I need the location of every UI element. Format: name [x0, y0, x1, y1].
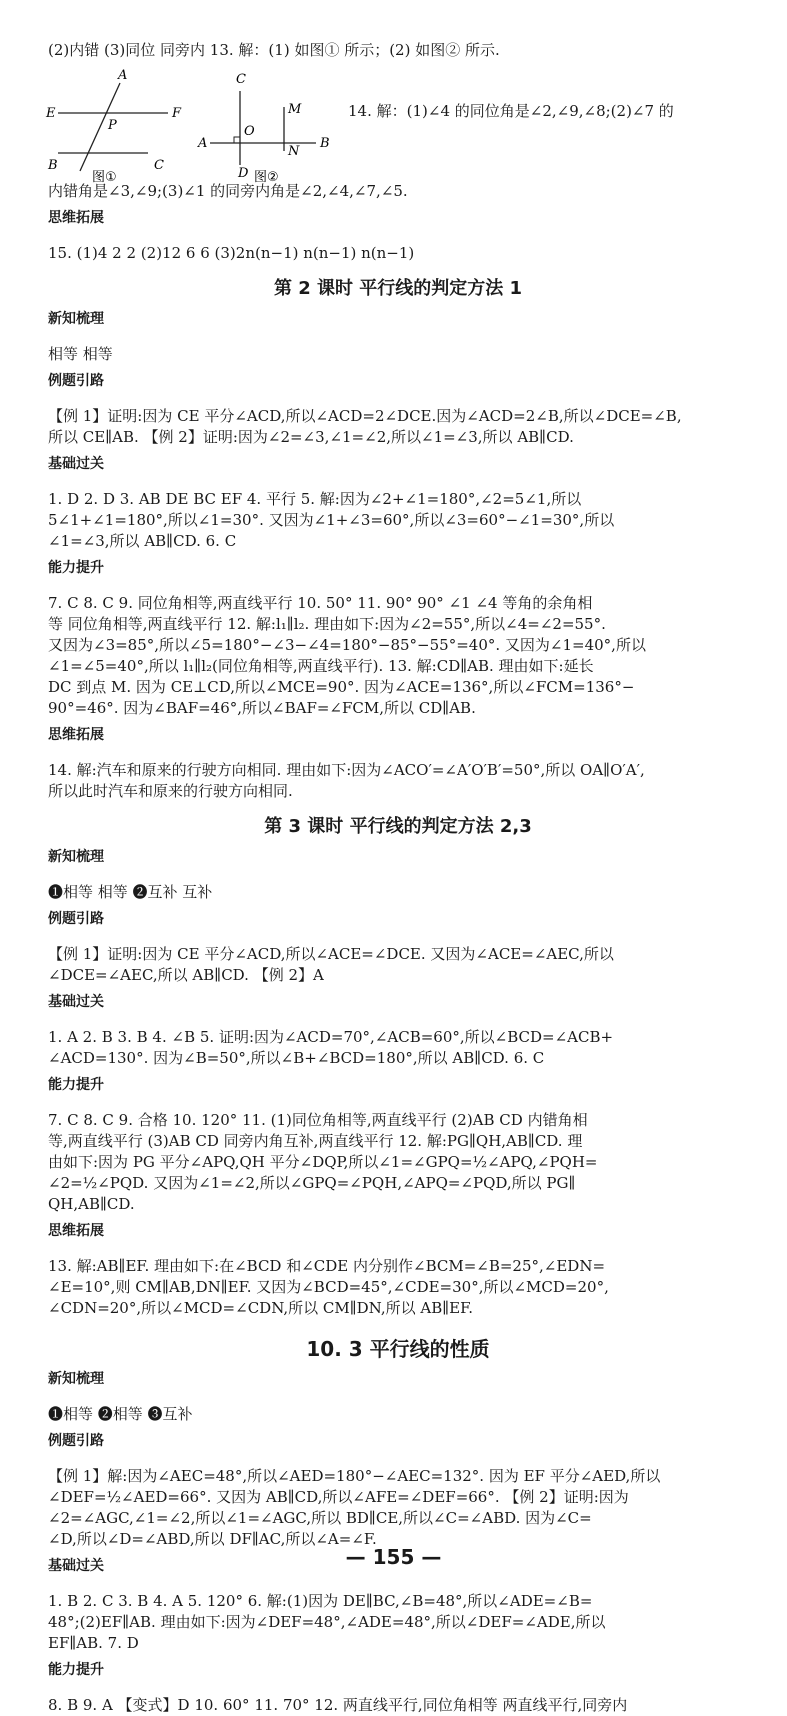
- text-line: ∠DEF=½∠AED=66°. 又因为 AB∥CD,所以∠AFE=∠DEF=66°. 【例 2】证明:因为: [48, 1488, 629, 1506]
- fig1-label-c: C: [154, 158, 164, 173]
- text-line: ∠D,所以∠D=∠ABD,所以 DF∥AC,所以∠A=∠F.: [48, 1530, 377, 1548]
- fig2-label-n: N: [288, 144, 300, 159]
- fig1-label-b: B: [48, 158, 58, 173]
- text-line: 7. C 8. C 9. 同位角相等,两直线平行 10. 50° 11. 90° 90° ∠1 ∠4 等角的余角相: [48, 594, 593, 612]
- fig2-label-c: C: [236, 72, 246, 87]
- text-line: 14. 解:汽车和原来的行驶方向相同. 理由如下:因为∠ACO′=∠A′O′B′=50°,所以 OA∥O′A′,: [48, 761, 645, 779]
- text-line: DC 到点 M. 因为 CE⊥CD,所以∠MCE=90°. 因为∠ACE=136°,所以∠FCM=136°−: [48, 678, 635, 696]
- fig1-label-f: F: [172, 106, 182, 121]
- text-line: 7. C 8. C 9. 合格 10. 120° 11. (1)同位角相等,两直线平行 (2)AB CD 内错角相: [48, 1111, 588, 1129]
- text-line: 又因为∠3=85°,所以∠5=180°−∠3−∠4=180°−85°−55°=40°. 又因为∠1=40°,所以: [48, 636, 646, 654]
- answer-page: [48, 40, 748, 1716]
- text-line: 8. B 9. A 【变式】D 10. 60° 11. 70° 12. 两直线平行,同位角相等 两直线平行,同旁内: [48, 1696, 628, 1714]
- section103-ex-heading: 例题引路: [48, 1433, 104, 1449]
- text-line: 48°;(2)EF∥AB. 理由如下:因为∠DEF=48°,∠ADE=48°,所以∠DEF=∠ADE,所以: [48, 1613, 606, 1631]
- text-line: ∠2=½∠PQD. 又因为∠1=∠2,所以∠GPQ=∠PQH,∠APQ=∠PQD,所以 PG∥: [48, 1174, 576, 1192]
- fig2-label-m: M: [288, 102, 302, 117]
- fig1-label-e: E: [46, 106, 56, 121]
- fig1-label-a: A: [118, 68, 128, 83]
- lesson3-new-line: ❶相等 相等 ❷互补 互补: [48, 883, 213, 901]
- fig1-label-p: P: [108, 118, 117, 133]
- lesson3-ability-heading: 能力提升: [48, 1077, 104, 1093]
- text-line: ∠1=∠5=40°,所以 l₁∥l₂(同位角相等,两直线平行). 13. 解:CD∥AB. 理由如下:延长: [48, 657, 594, 675]
- section103-new-line: ❶相等 ❷相等 ❸互补: [48, 1405, 193, 1423]
- fig2-label-a: A: [198, 136, 208, 151]
- text-line: 5∠1+∠1=180°,所以∠1=30°. 又因为∠1+∠3=60°,所以∠3=60°−∠1=30°,所以: [48, 511, 615, 529]
- lesson3-think-heading: 思维拓展: [48, 1223, 104, 1239]
- fig2-label-b: B: [320, 136, 330, 151]
- text-line: 13. 解:AB∥EF. 理由如下:在∠BCD 和∠CDE 内分别作∠BCM=∠B=25°,∠EDN=: [48, 1257, 606, 1275]
- lesson3-title: 第 3 课时 平行线的判定方法 2,3: [264, 816, 532, 837]
- text-line: ∠ACD=130°. 因为∠B=50°,所以∠B+∠BCD=180°,所以 AB∥CD. 6. C: [48, 1049, 545, 1067]
- lesson2-basic-heading: 基础过关: [48, 456, 104, 472]
- text-line: ∠1=∠3,所以 AB∥CD. 6. C: [48, 532, 237, 550]
- text-line: 【例 1】证明:因为 CE 平分∠ACD,所以∠ACE=∠DCE. 又因为∠ACE=∠AEC,所以: [48, 945, 614, 963]
- figure-2: [198, 61, 338, 185]
- lesson2-think-heading: 思维拓展: [48, 727, 104, 743]
- figure-2-caption: 图②: [254, 170, 279, 185]
- lesson2-title: 第 2 课时 平行线的判定方法 1: [273, 278, 523, 299]
- fig2-label-o: O: [244, 124, 255, 139]
- text-line: ∠2=∠AGC,∠1=∠2,所以∠1=∠AGC,所以 BD∥CE,所以∠C=∠ABD. 因为∠C=: [48, 1509, 592, 1527]
- lesson2-new-heading: 新知梳理: [48, 311, 104, 327]
- text-line: 【例 1】证明:因为 CE 平分∠ACD,所以∠ACD=2∠DCE.因为∠ACD=2∠B,所以∠DCE=∠B,: [48, 407, 682, 425]
- text-line: 由如下:因为 PG 平分∠APQ,QH 平分∠DQP,所以∠1=∠GPQ=½∠APQ,∠PQH=: [48, 1153, 598, 1171]
- section103-title: 10. 3 平行线的性质: [306, 1337, 490, 1361]
- text-line: ∠E=10°,则 CM∥AB,DN∥EF. 又因为∠BCD=45°,∠CDE=30°,所以∠MCD=20°,: [48, 1278, 609, 1296]
- lesson2-ex-heading: 例题引路: [48, 373, 104, 389]
- text-line: QH,AB∥CD.: [48, 1195, 135, 1213]
- figure-1: [46, 61, 188, 185]
- q14-line-b: 内错角是∠3,∠9;(3)∠1 的同旁内角是∠2,∠4,∠7,∠5.: [48, 182, 408, 200]
- figures-row: [46, 61, 748, 185]
- section103-ability-heading: 能力提升: [48, 1662, 104, 1678]
- section103-basic-heading: 基础过关: [48, 1558, 104, 1574]
- intro-line: (2)内错 (3)同位 同旁内 13. 解：(1) 如图① 所示；(2) 如图② 所示.: [48, 41, 500, 59]
- think1-line: 15. (1)4 2 2 (2)12 6 6 (3)2n(n−1) n(n−1) n(n−1): [48, 244, 415, 262]
- text-line: 等,两直线平行 (3)AB CD 同旁内角互补,两直线平行 12. 解:PG∥QH,AB∥CD. 理: [48, 1132, 583, 1150]
- lesson3-basic-heading: 基础过关: [48, 994, 104, 1010]
- q14-line-a: 14. 解：(1)∠4 的同位角是∠2,∠9,∠8;(2)∠7 的: [348, 102, 674, 120]
- lesson2-new-line: 相等 相等: [48, 345, 113, 363]
- text-line: 所以此时汽车和原来的行驶方向相同.: [48, 782, 293, 800]
- text-line: 【例 1】解:因为∠AEC=48°,所以∠AED=180°−∠AEC=132°. 因为 EF 平分∠AED,所以: [48, 1467, 661, 1485]
- lesson3-ex-heading: 例题引路: [48, 911, 104, 927]
- text-line: ∠DCE=∠AEC,所以 AB∥CD. 【例 2】A: [48, 966, 324, 984]
- text-line: 1. D 2. D 3. AB DE BC EF 4. 平行 5. 解:因为∠2+∠1=180°,∠2=5∠1,所以: [48, 490, 582, 508]
- text-line: 1. A 2. B 3. B 4. ∠B 5. 证明:因为∠ACD=70°,∠ACB=60°,所以∠BCD=∠ACB+: [48, 1028, 614, 1046]
- text-line: 1. B 2. C 3. B 4. A 5. 120° 6. 解:(1)因为 DE∥BC,∠B=48°,所以∠ADE=∠B=: [48, 1592, 593, 1610]
- lesson3-new-heading: 新知梳理: [48, 849, 104, 865]
- section103-new-heading: 新知梳理: [48, 1371, 104, 1387]
- figure-1-caption: 图①: [92, 170, 117, 185]
- fig2-label-d: D: [238, 166, 249, 181]
- text-line: ∠CDN=20°,所以∠MCD=∠CDN,所以 CM∥DN,所以 AB∥EF.: [48, 1299, 473, 1317]
- text-line: 等 同位角相等,两直线平行 12. 解:l₁∥l₂. 理由如下:因为∠2=55°,所以∠4=∠2=55°.: [48, 615, 606, 633]
- page-number: — 155 —: [345, 1545, 442, 1569]
- text-line: 所以 CE∥AB. 【例 2】证明:因为∠2=∠3,∠1=∠2,所以∠1=∠3,所以 AB∥CD.: [48, 428, 574, 446]
- lesson2-ability-heading: 能力提升: [48, 560, 104, 576]
- text-line: 90°=46°. 因为∠BAF=46°,所以∠BAF=∠FCM,所以 CD∥AB.: [48, 699, 476, 717]
- think1-heading: 思维拓展: [48, 210, 104, 226]
- text-line: EF∥AB. 7. D: [48, 1634, 139, 1652]
